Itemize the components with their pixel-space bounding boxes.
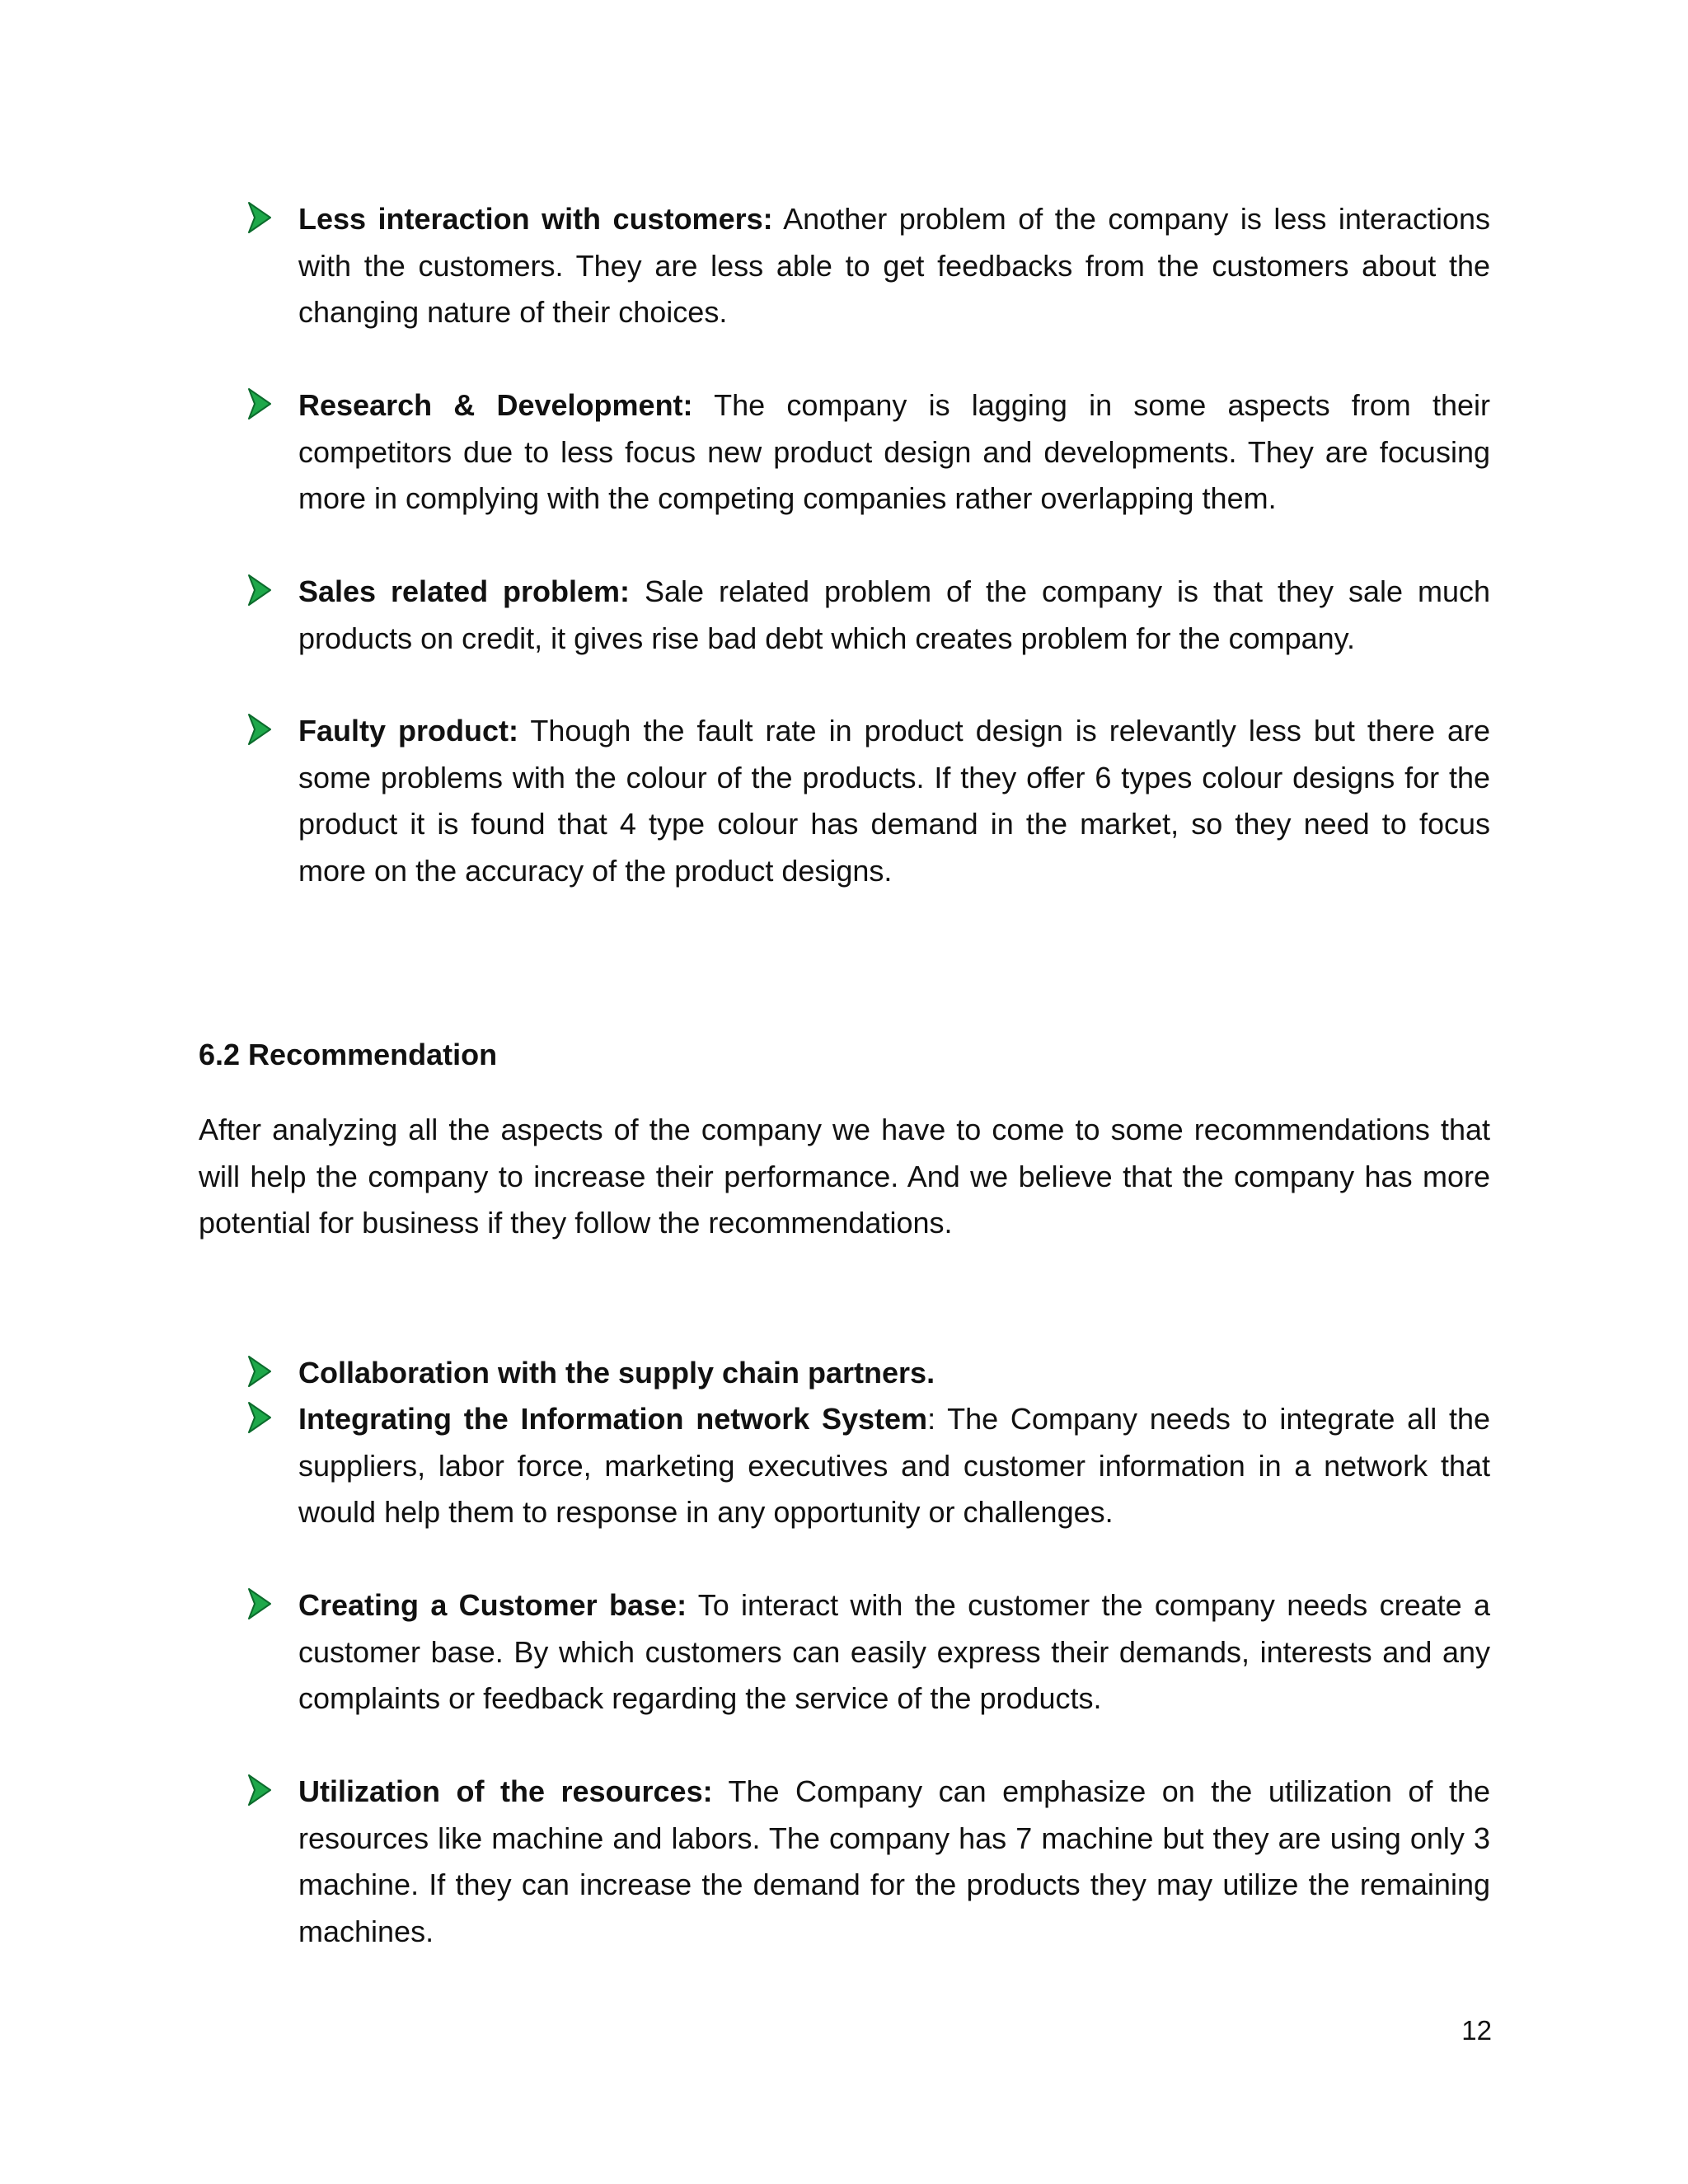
section-intro-paragraph: After analyzing all the aspects of the company we have to come to some recommendations that will help the company to increase their performance. And we believe that the company has more potential for business if they follow the recommendations.	[199, 1113, 1490, 1240]
item-title: Utilization of the resources:	[298, 1774, 713, 1808]
arrow-bullet-icon	[247, 713, 272, 746]
arrow-bullet-icon	[247, 387, 272, 420]
page-number: 12	[1461, 2015, 1492, 2046]
item-body: Another problem of the company is less interactions with the customers. They are less able to get feedbacks from the customers about the changing nature of their choices.	[298, 202, 1491, 329]
item-title: Collaboration with the supply chain partners.	[298, 1356, 935, 1390]
item-title: Creating a Customer base:	[298, 1588, 687, 1622]
item-title: Research & Development:	[298, 388, 693, 422]
list-item-collaboration	[247, 1350, 1490, 1397]
item-title: Integrating the Information network System	[298, 1402, 928, 1436]
list-item-faulty-product	[247, 708, 1490, 894]
item-body: The company is lagging in some aspects from their competitors due to less focus new product design and developments. They are focusing more in complying with the competing companies rather overlapping them.	[298, 388, 1490, 515]
list-item-sales-problem	[247, 569, 1490, 662]
section-heading: 6.2 Recommendation	[199, 1038, 498, 1071]
item-title: Faulty product:	[298, 714, 518, 748]
arrow-bullet-icon	[247, 1355, 272, 1388]
arrow-bullet-icon	[247, 1587, 272, 1620]
list-item-integrating-network	[247, 1396, 1490, 1536]
list-item-customer-base	[247, 1582, 1490, 1722]
item-body: : The Company needs to integrate all the suppliers, labor force, marketing executives and customer information in a network that would help them to response in any opportunity or challenges.	[298, 1402, 1490, 1529]
arrow-bullet-icon	[247, 574, 272, 607]
list-item-research-development	[247, 382, 1490, 523]
list-item-less-interaction	[247, 196, 1490, 336]
arrow-bullet-icon	[247, 201, 272, 234]
item-body: Though the fault rate in product design is relevantly less but there are some problems with the colour of the products. If they offer 6 types colour designs for the product it is found that 4 type colour has demand in the market, so they need to focus more on the accuracy of the product designs.	[298, 714, 1491, 888]
item-body: Sale related problem of the company is that they sale much products on credit, it gives rise bad debt which creates problem for the company.	[298, 574, 1491, 655]
list-item-utilization	[247, 1769, 1490, 1955]
arrow-bullet-icon	[247, 1774, 272, 1807]
arrow-bullet-icon	[247, 1401, 272, 1434]
item-body: To interact with the customer the company needs create a customer base. By which customers can easily express their demands, interests and any complaints or feedback regarding the service of the products.	[298, 1588, 1490, 1715]
item-body: The Company can emphasize on the utilization of the resources like machine and labors. The company has 7 machine but they are using only 3 machine. If they can increase the demand for the products they may utilize the remaining machines.	[298, 1774, 1490, 1948]
item-title: Sales related problem:	[298, 574, 631, 608]
item-title: Less interaction with customers:	[298, 202, 773, 236]
